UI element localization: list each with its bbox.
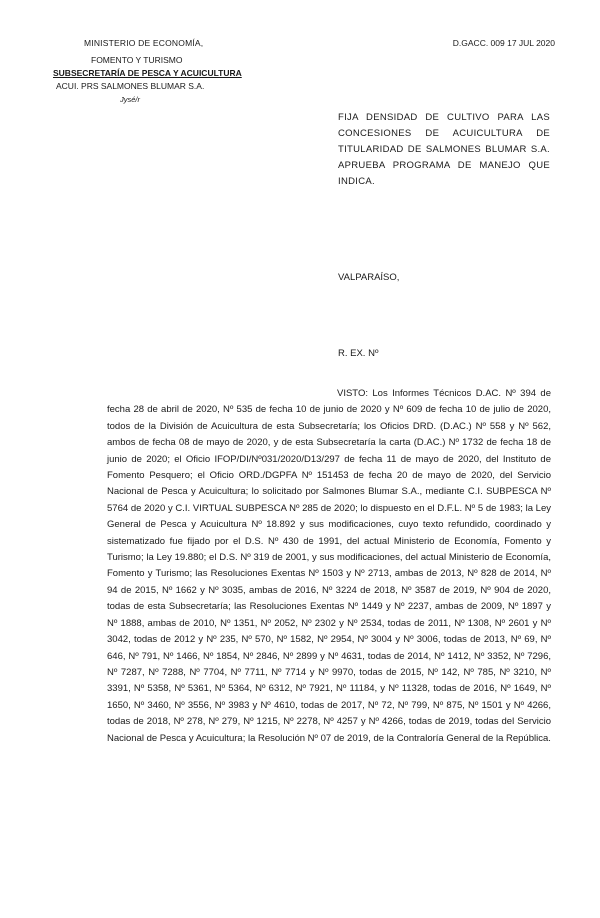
place-name: VALPARAÍSO, — [338, 272, 400, 283]
document-reference: D.GACC. 009 17 JUL 2020 — [452, 38, 555, 48]
company-reference: ACUI. PRS SALMONES BLUMAR S.A. — [56, 81, 205, 91]
ministry-name: MINISTERIO DE ECONOMÍA, — [84, 38, 204, 48]
visto-paragraph: VISTO: Los Informes Técnicos D.AC. Nº 394 de fecha 28 de abril de 2020, Nº 535 de fecha 10 de junio de 2020 y Nº 609 de fecha 10 de julio de 2020, todos de la División de Acuicultura de esta Subsecretaría; los Oficios DRD. (D.AC.) Nº 558 y Nº 562, ambos de fecha 08 de mayo de 2020, y de esta Subsecretaría la carta (D.AC.) Nº 1732 de fecha 18 de junio de 2020; el Oficio IFOP/DI/Nº031/2020/D13/297 de fecha 11 de mayo de 2020, del Instituto de Fomento Pesquero; el Oficio ORD./DGPFA Nº 151453 de fecha 20 de mayo de 2020, del Servicio Nacional de Pesca y Acuicultura; lo solicitado por Salmones Blumar S.A., mediante C.I. SUBPESCA Nº 5764 de 2020 y C.I. VIRTUAL SUBPESCA Nº 285 de 2020; lo dispuesto en el D.F.L. Nº 5 de 1983; la Ley General de Pesca y Acuicultura Nº 18.892 y sus modificaciones, cuyo texto refundido, coordinado y sistematizado fue fijado por el D.S. Nº 430 de 1991, del actual Ministerio de Economía, Fomento y Turismo; la Ley 19.880; el D.S. Nº 319 de 2001, y sus modificaciones, del actual Ministerio de Economía, Fomento y Turismo; las Resoluciones Exentas Nº 1503 y Nº 2713, ambas de 2013, Nº 828 de 2014, Nº 94 de 2015, Nº 1662 y Nº 3035, ambas de 2016, Nº 3224 de 2018, Nº 3587 de 2019, Nº 904 de 2020, todas de esta Subsecretaría; las Resoluciones Exentas Nº 1449 y Nº 2237, ambas de 2009, Nº 1897 y Nº 1888, ambas de 2010, Nº 1351, Nº 2052, Nº 2302 y Nº 2534, todas de 2011, Nº 1308, Nº 2601 y Nº 3042, todas de 2012 y Nº 235, Nº 570, Nº 1582, Nº 2954, Nº 3004 y Nº 3006, todas de 2013, Nº 69, Nº 646, Nº 791, Nº 1466, Nº 1854, Nº 2846, Nº 2899 y Nº 4631, todas de 2014, Nº 1412, Nº 3352, Nº 7296, Nº 7287, Nº 7288, Nº 7704, Nº 7711, Nº 7714 y Nº 9970, todas de 2015, Nº 142, Nº 785, Nº 3210, Nº 3391, Nº 5358, Nº 5361, Nº 5364, Nº 6312, Nº 7921, Nº 11184, y Nº 11328, todas de 2016, Nº 1649, Nº 1650, Nº 3460, Nº 3556, Nº 3983 y Nº 4610, todas de 2017, Nº 72, Nº 799, Nº 875, Nº 1501 y Nº 4266, todas de 2018, Nº 278, Nº 279, Nº 1215, Nº 2278, Nº 4257 y Nº 4266, todas de 2019, todas del Servicio Nacional de Pesca y Acuicultura; la Resolución Nº 07 de 2019, de la Contraloría General de la República. — [107, 388, 551, 744]
resolution-number: R. EX. Nº — [338, 348, 379, 359]
resolution-summary: FIJA DENSIDAD DE CULTIVO PARA LAS CONCESIONES DE ACUICULTURA DE TITULARIDAD DE SALMONES BLUMAR S.A. APRUEBA PROGRAMA DE MANEJO QUE INDICA. — [338, 112, 550, 187]
author-initials: Jysé/r — [120, 95, 141, 104]
subsecretaria-name: SUBSECRETARÍA DE PESCA Y ACUICULTURA — [53, 68, 242, 78]
ministry-name-line2: FOMENTO Y TURISMO — [91, 55, 183, 65]
